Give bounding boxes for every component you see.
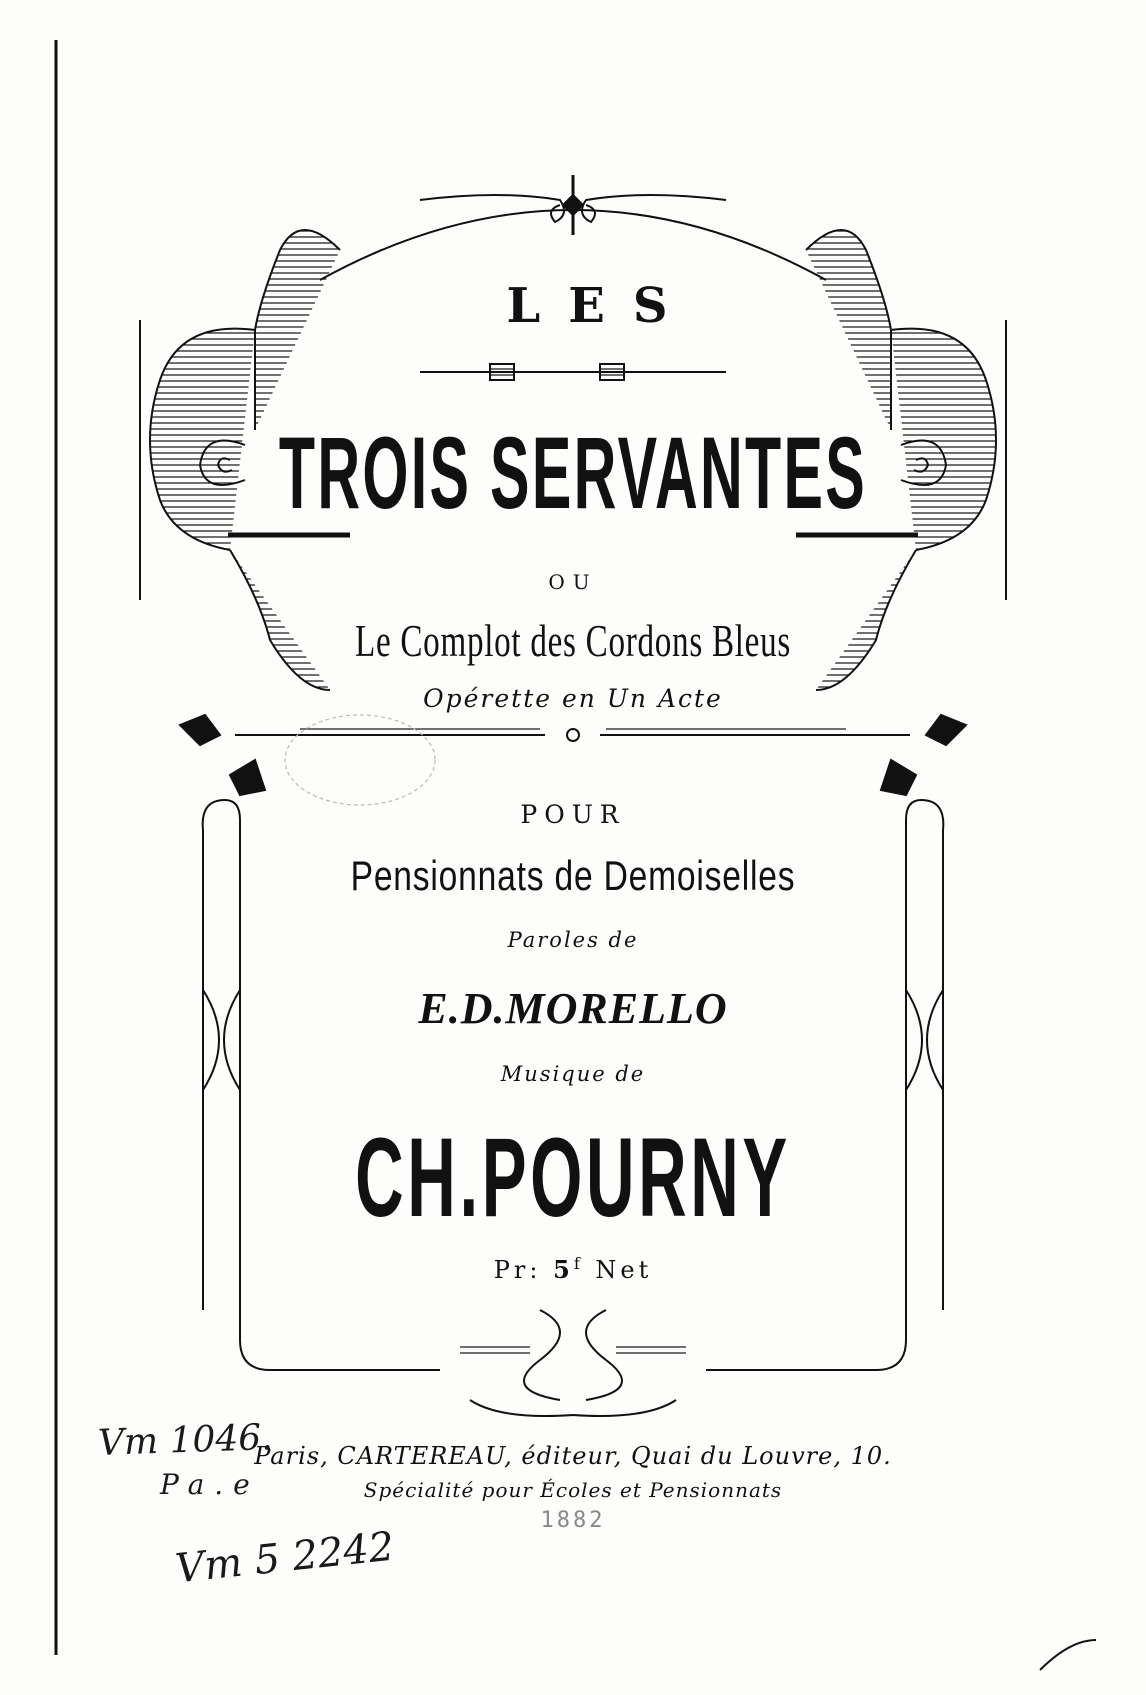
price-value: 5 (553, 1255, 574, 1284)
genre: Opérette en Un Acte (423, 684, 723, 713)
price-prefix: Pr: (493, 1256, 542, 1284)
pour-label: POUR (520, 800, 626, 829)
handwritten-shelfmark-2: Vm 5 2242 (173, 1523, 397, 1593)
handwritten-shelfmark: Vm 1046. (97, 1416, 274, 1465)
title-les: LES (506, 278, 696, 334)
publisher-line: Paris, CARTEREAU, éditeur, Quai du Louvre, 10. (254, 1442, 892, 1470)
subtitle: Le Complot des Cordons Bleus (354, 615, 791, 666)
audience: Pensionnats de Demoiselles (350, 852, 796, 899)
price (0, 1254, 1146, 1284)
corner-mark (1040, 1640, 1096, 1670)
title-main: TROIS SERVANTES (278, 416, 868, 530)
composer-intro: Musique de (500, 1062, 646, 1086)
handwritten-shelfmark-note: Pa.e (160, 1468, 260, 1501)
bar-under-title (420, 364, 726, 380)
divider-with-birds (180, 715, 966, 795)
title-connector: OU (548, 570, 598, 594)
lyricist-intro: Paroles de (507, 928, 639, 952)
bottom-flourish-ornament (460, 1310, 686, 1416)
price-unit: f (573, 1254, 584, 1273)
top-flourish-ornament (420, 175, 726, 235)
publisher-speciality: Spécialité pour Écoles et Pensionnats (363, 1478, 783, 1502)
bird-ornament-right (926, 715, 966, 745)
price-suffix: Net (595, 1256, 653, 1284)
lyricist-name: E.D.MORELLO (418, 984, 728, 1033)
bird-ornament-left (180, 715, 220, 745)
composer-name: CH.POURNY (355, 1115, 791, 1240)
stamp-number: 1882 (540, 1508, 606, 1533)
